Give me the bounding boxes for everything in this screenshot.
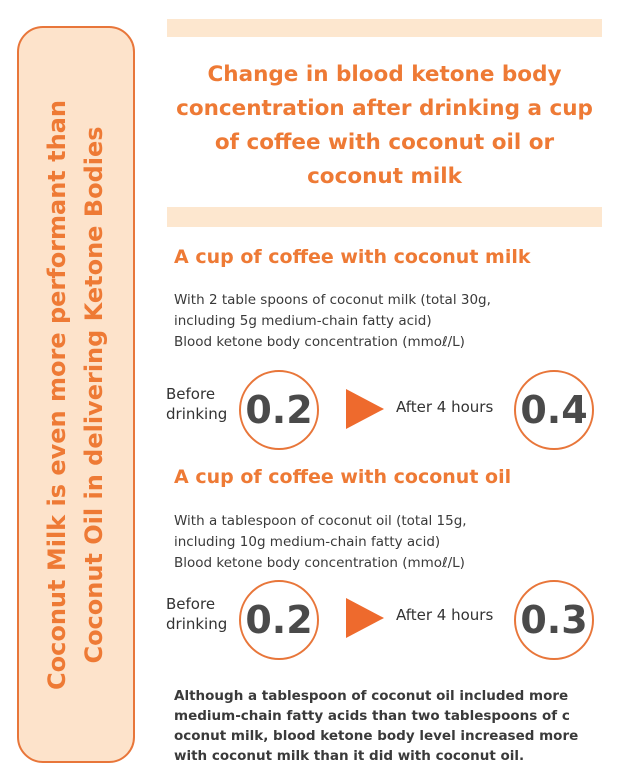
section-body-milk — [174, 290, 491, 353]
sidebar-heading-line1: Coconut Milk is even more performant than — [43, 99, 71, 690]
header-band-bottom — [167, 207, 602, 227]
before-label-milk — [166, 384, 227, 424]
milk-description-line: including 5g medium-chain fatty acid) — [174, 313, 432, 329]
before-value-milk: 0.2 — [239, 370, 319, 450]
oil-description-line: With a tablespoon of coconut oil (total 15g, — [174, 513, 467, 529]
before-label-line: drinking — [166, 405, 228, 423]
sidebar-heading-line2: Coconut Oil in delivering Ketone Bodies — [80, 125, 108, 664]
section-title-milk: A cup of coffee with coconut milk — [174, 246, 531, 268]
conclusion-line: oconut milk, blood ketone body level increased more — [174, 728, 579, 744]
before-label-line: Before — [166, 385, 216, 403]
conclusion-text — [174, 686, 624, 766]
oil-description-line: Blood ketone body concentration (mmoℓ/L) — [174, 555, 465, 571]
arrow-right-icon — [346, 389, 384, 429]
conclusion-line: with coconut milk than it did with coconut oil. — [174, 748, 525, 764]
section-title-oil: A cup of coffee with coconut oil — [174, 466, 512, 488]
conclusion-line: Although a tablespoon of coconut oil included more — [174, 688, 569, 704]
section-body-oil — [174, 511, 467, 574]
page-title: Change in blood ketone body concentration after drinking a cup of coffee with coconut oil or coconut milk — [176, 62, 593, 189]
milk-description-line: With 2 table spoons of coconut milk (total 30g, — [174, 292, 491, 308]
before-label-line: Before — [166, 595, 216, 613]
before-value-oil: 0.2 — [239, 580, 319, 660]
conclusion-line: medium-chain fatty acids than two tablespoons of c — [174, 708, 570, 724]
sidebar-panel — [17, 26, 135, 763]
after-value-milk: 0.4 — [514, 370, 594, 450]
after-label-oil: After 4 hours — [396, 606, 494, 624]
sidebar-heading — [39, 45, 113, 745]
header-band-top — [167, 19, 602, 37]
after-value-oil: 0.3 — [514, 580, 594, 660]
before-label-line: drinking — [166, 615, 228, 633]
before-label-oil — [166, 594, 227, 634]
oil-description-line: including 10g medium-chain fatty acid) — [174, 534, 441, 550]
arrow-right-icon — [346, 598, 384, 638]
milk-description-line: Blood ketone body concentration (mmoℓ/L) — [174, 334, 465, 350]
after-label-milk: After 4 hours — [396, 398, 494, 416]
